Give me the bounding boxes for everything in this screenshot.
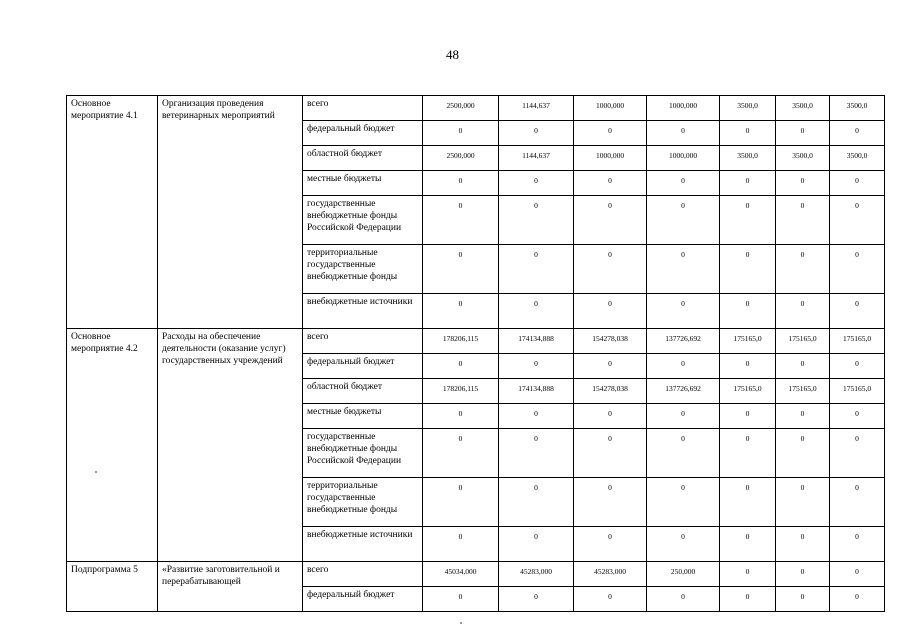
value-cell: 250,000 <box>647 562 720 587</box>
value-cell: 0 <box>720 587 776 612</box>
value-cell: 0 <box>830 527 885 562</box>
funding-source-cell: внебюджетные источники <box>303 527 423 562</box>
value-cell: 2500,000 <box>423 146 499 171</box>
value-cell: 174134,888 <box>499 379 574 404</box>
activity-name-cell: Расходы на обеспечение деятельности (оказание услуг) государственных учреждений <box>158 329 303 562</box>
value-cell: 0 <box>776 171 830 196</box>
value-cell: 3500,0 <box>776 96 830 121</box>
funding-source-cell: областной бюджет <box>303 379 423 404</box>
value-cell: 137726,692 <box>647 329 720 354</box>
value-cell: 0 <box>776 196 830 245</box>
value-cell: 0 <box>830 354 885 379</box>
value-cell: 0 <box>830 562 885 587</box>
value-cell: 0 <box>423 587 499 612</box>
value-cell: 0 <box>574 171 647 196</box>
value-cell: 3500,0 <box>830 146 885 171</box>
value-cell: 45283,000 <box>499 562 574 587</box>
value-cell: 154278,038 <box>574 379 647 404</box>
value-cell: 0 <box>574 478 647 527</box>
value-cell: 45283,000 <box>574 562 647 587</box>
funding-source-cell: федеральный бюджет <box>303 354 423 379</box>
value-cell: 0 <box>499 121 574 146</box>
value-cell: 0 <box>647 429 720 478</box>
value-cell: 0 <box>647 404 720 429</box>
budget-table <box>66 95 885 612</box>
value-cell: 0 <box>776 294 830 329</box>
value-cell: 0 <box>830 587 885 612</box>
funding-source-cell: территориальные государственные внебюджетные фонды <box>303 478 423 527</box>
value-cell: 0 <box>574 404 647 429</box>
value-cell: 0 <box>574 294 647 329</box>
program-cell: Основное мероприятие 4.2 <box>67 329 158 562</box>
funding-source-cell: федеральный бюджет <box>303 587 423 612</box>
funding-source-cell: территориальные государственные внебюджетные фонды <box>303 245 423 294</box>
funding-source-cell: федеральный бюджет <box>303 121 423 146</box>
scan-speck <box>95 471 97 473</box>
value-cell: 2500,000 <box>423 96 499 121</box>
value-cell: 0 <box>720 429 776 478</box>
value-cell: 0 <box>647 196 720 245</box>
value-cell: 0 <box>776 587 830 612</box>
value-cell: 0 <box>499 354 574 379</box>
value-cell: 175165,0 <box>830 379 885 404</box>
scan-speck <box>460 622 462 624</box>
funding-source-cell: всего <box>303 562 423 587</box>
value-cell: 0 <box>830 121 885 146</box>
value-cell: 0 <box>720 478 776 527</box>
value-cell: 0 <box>574 354 647 379</box>
value-cell: 0 <box>720 354 776 379</box>
value-cell: 0 <box>830 171 885 196</box>
value-cell: 3500,0 <box>720 96 776 121</box>
value-cell: 0 <box>776 245 830 294</box>
value-cell: 45034,000 <box>423 562 499 587</box>
value-cell: 178206,115 <box>423 379 499 404</box>
value-cell: 0 <box>423 171 499 196</box>
value-cell: 174134,888 <box>499 329 574 354</box>
value-cell: 1144,637 <box>499 96 574 121</box>
value-cell: 0 <box>647 294 720 329</box>
program-cell: Основное мероприятие 4.1 <box>67 96 158 329</box>
value-cell: 0 <box>574 429 647 478</box>
funding-source-cell: всего <box>303 96 423 121</box>
value-cell: 0 <box>720 294 776 329</box>
program-cell: Подпрограмма 5 <box>67 562 158 612</box>
value-cell: 154278,038 <box>574 329 647 354</box>
value-cell: 175165,0 <box>776 329 830 354</box>
funding-source-cell: местные бюджеты <box>303 171 423 196</box>
value-cell: 0 <box>647 527 720 562</box>
value-cell: 3500,0 <box>720 146 776 171</box>
funding-source-cell: местные бюджеты <box>303 404 423 429</box>
funding-source-cell: внебюджетные источники <box>303 294 423 329</box>
value-cell: 0 <box>776 354 830 379</box>
value-cell: 175165,0 <box>720 379 776 404</box>
value-cell: 1000,000 <box>647 146 720 171</box>
value-cell: 0 <box>499 171 574 196</box>
value-cell: 0 <box>830 404 885 429</box>
value-cell: 0 <box>647 171 720 196</box>
value-cell: 3500,0 <box>776 146 830 171</box>
value-cell: 0 <box>720 171 776 196</box>
value-cell: 0 <box>647 478 720 527</box>
value-cell: 0 <box>720 121 776 146</box>
value-cell: 175165,0 <box>720 329 776 354</box>
value-cell: 0 <box>499 527 574 562</box>
value-cell: 0 <box>647 587 720 612</box>
page-number: 48 <box>446 47 459 62</box>
value-cell: 0 <box>423 527 499 562</box>
table-body <box>67 96 885 612</box>
value-cell: 0 <box>499 429 574 478</box>
table-row <box>67 562 885 587</box>
value-cell: 0 <box>720 527 776 562</box>
value-cell: 0 <box>776 478 830 527</box>
funding-source-cell: всего <box>303 329 423 354</box>
value-cell: 0 <box>647 121 720 146</box>
value-cell: 0 <box>499 294 574 329</box>
value-cell: 0 <box>574 587 647 612</box>
value-cell: 1000,000 <box>647 96 720 121</box>
value-cell: 178206,115 <box>423 329 499 354</box>
value-cell: 0 <box>423 478 499 527</box>
funding-source-cell: областной бюджет <box>303 146 423 171</box>
funding-source-cell: государственные внебюджетные фонды Российской Федерации <box>303 429 423 478</box>
value-cell: 0 <box>647 354 720 379</box>
value-cell: 0 <box>776 121 830 146</box>
value-cell: 0 <box>499 478 574 527</box>
value-cell: 1144,637 <box>499 146 574 171</box>
value-cell: 0 <box>423 294 499 329</box>
value-cell: 175165,0 <box>830 329 885 354</box>
value-cell: 137726,692 <box>647 379 720 404</box>
value-cell: 0 <box>720 562 776 587</box>
value-cell: 0 <box>720 245 776 294</box>
table-row <box>67 96 885 121</box>
value-cell: 0 <box>830 294 885 329</box>
activity-name-cell: «Развитие заготовительной и перерабатывающей <box>158 562 303 612</box>
value-cell: 0 <box>423 245 499 294</box>
value-cell: 0 <box>830 478 885 527</box>
value-cell: 0 <box>574 245 647 294</box>
table-row <box>67 329 885 354</box>
value-cell: 0 <box>830 196 885 245</box>
value-cell: 0 <box>720 404 776 429</box>
value-cell: 0 <box>423 429 499 478</box>
value-cell: 0 <box>776 429 830 478</box>
value-cell: 0 <box>423 404 499 429</box>
value-cell: 1000,000 <box>574 96 647 121</box>
value-cell: 0 <box>499 587 574 612</box>
activity-name-cell: Организация проведения ветеринарных мероприятий <box>158 96 303 329</box>
value-cell: 0 <box>423 196 499 245</box>
value-cell: 0 <box>776 562 830 587</box>
funding-source-cell: государственные внебюджетные фонды Российской Федерации <box>303 196 423 245</box>
value-cell: 0 <box>499 196 574 245</box>
value-cell: 0 <box>830 429 885 478</box>
value-cell: 175165,0 <box>776 379 830 404</box>
value-cell: 0 <box>423 354 499 379</box>
value-cell: 0 <box>776 527 830 562</box>
value-cell: 0 <box>647 245 720 294</box>
value-cell: 0 <box>720 196 776 245</box>
value-cell: 0 <box>776 404 830 429</box>
value-cell: 1000,000 <box>574 146 647 171</box>
value-cell: 0 <box>574 196 647 245</box>
value-cell: 0 <box>574 121 647 146</box>
value-cell: 0 <box>830 245 885 294</box>
value-cell: 0 <box>423 121 499 146</box>
value-cell: 0 <box>499 404 574 429</box>
value-cell: 0 <box>574 527 647 562</box>
value-cell: 0 <box>499 245 574 294</box>
value-cell: 3500,0 <box>830 96 885 121</box>
